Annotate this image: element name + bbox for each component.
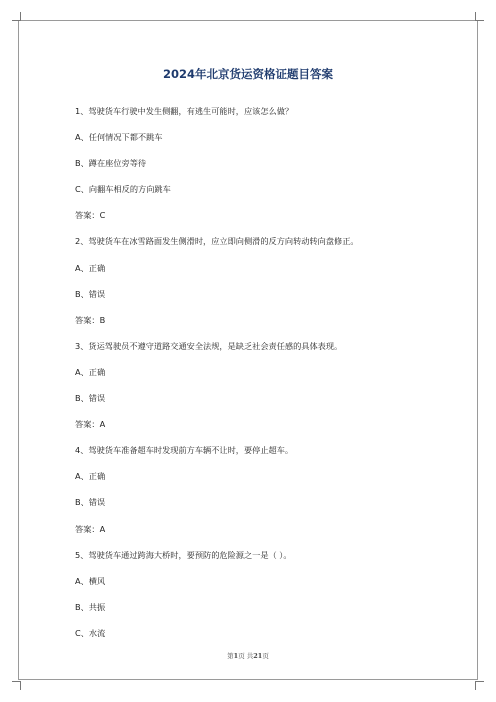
option-2a: A、正确 <box>75 262 106 273</box>
crop-mark-bottom-right <box>475 681 484 690</box>
crop-mark-top-right <box>475 12 484 21</box>
footer-prefix: 第 <box>227 652 234 660</box>
option-1a: A、任何情况下都不跳车 <box>75 132 163 143</box>
question-1: 1、驾驶货车行驶中发生侧翻，有逃生可能时，应该怎么做？ <box>75 106 294 116</box>
footer-suffix: 页 <box>262 652 269 660</box>
answer-1: 答案：C <box>75 210 106 221</box>
page-footer <box>0 651 496 660</box>
footer-mid: 页 共 <box>238 652 254 660</box>
question-5: 5、驾驶货车通过跨海大桥时，要预防的危险源之一是（ ）。 <box>75 549 292 560</box>
option-5c: C、水流 <box>75 627 106 638</box>
crop-mark-bottom-left <box>12 681 21 690</box>
question-list <box>75 105 455 653</box>
total-page-count: 21 <box>253 652 263 660</box>
option-1c: C、向翻车相反的方向跳车 <box>75 184 171 195</box>
question-4: 4、驾驶货车准备超车时发现前方车辆不让时，要停止超车。 <box>75 445 294 456</box>
option-5a: A、横风 <box>75 575 106 586</box>
option-3b: B、错误 <box>75 393 106 404</box>
answer-4: 答案：A <box>75 523 106 534</box>
option-3a: A、正确 <box>75 366 106 377</box>
crop-mark-top-left <box>12 12 21 21</box>
option-2b: B、错误 <box>75 288 106 299</box>
option-4a: A、正确 <box>75 471 106 482</box>
current-page-number: 1 <box>233 652 239 660</box>
document-title: 2024年北京货运资格证题目答案 <box>162 67 333 81</box>
answer-3: 答案：A <box>75 419 106 430</box>
option-1b: B、蹲在座位旁等待 <box>75 158 147 169</box>
option-4b: B、错误 <box>75 497 106 508</box>
option-5b: B、共振 <box>75 601 106 612</box>
question-3: 3、货运驾驶员不遵守道路交通安全法规，是缺乏社会责任感的具体表现。 <box>75 340 343 351</box>
answer-2: 答案：B <box>75 314 106 325</box>
question-2: 2、驾驶货车在冰雪路面发生侧滑时，应立即向侧滑的反方向转动转向盘修正。 <box>75 236 359 247</box>
